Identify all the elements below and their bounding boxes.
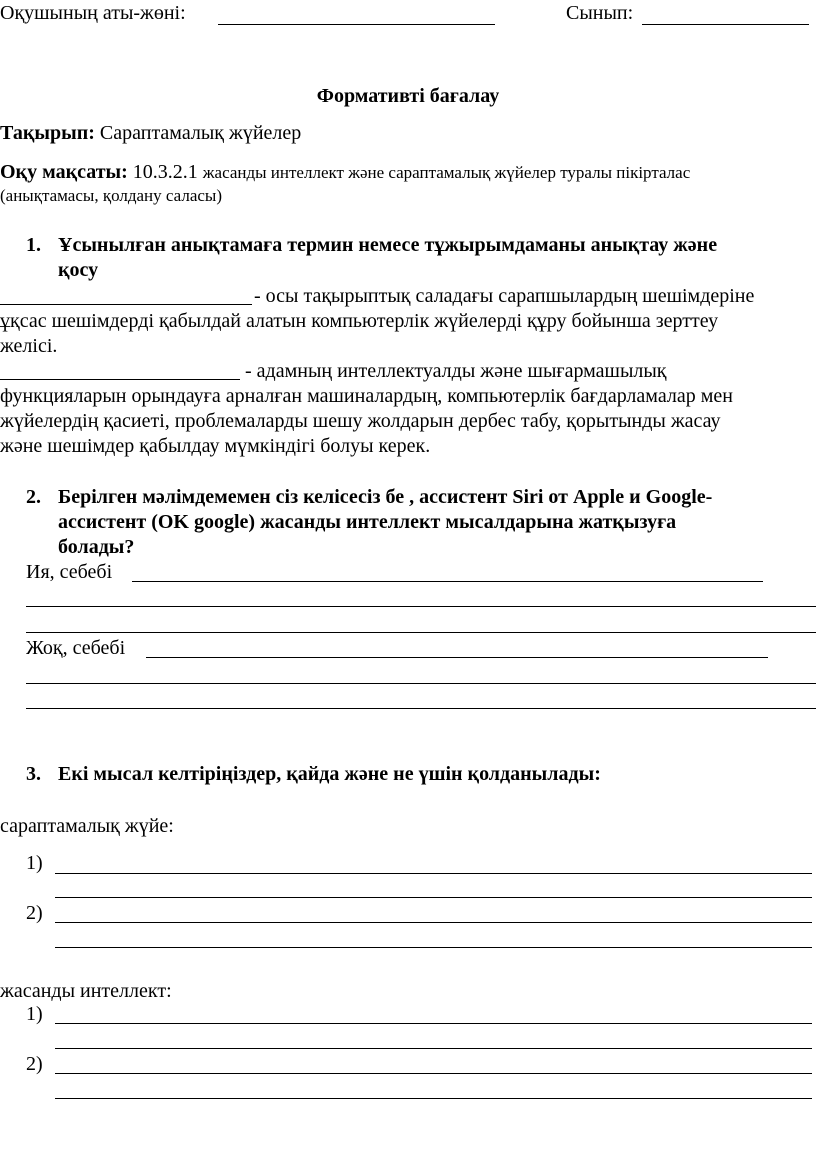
q2-title: Берілген мәлімдемемен сіз келісесіз бе , ассистент Siri от Apple и Google- [58,486,713,508]
q3-s1-answer-line[interactable] [55,947,812,948]
class-label: Сынып: [566,2,634,24]
q2-yes-answer-line[interactable] [26,632,816,633]
objective-label: Оқу мақсаты: [0,161,128,183]
q2-no-label: Жоқ, себебі [26,637,126,659]
q1-def2-line1: - адамның интеллектуалды және шығармашылық [245,360,667,382]
q3-s1-item2-label: 2) [26,902,43,924]
objective-code: 10.3.2.1 [132,161,198,183]
objective-text: жасанды интеллект және сараптамалық жүйелер туралы пікірталас [202,163,691,182]
q3-s2-answer-line[interactable] [55,1023,812,1024]
q3-s2-answer-line[interactable] [55,1098,812,1099]
q3-number: 3. [26,763,41,785]
q2-no-answer-line[interactable] [146,657,768,658]
q1-answer2-blank[interactable] [0,379,240,380]
page-title: Формативті бағалау [316,85,500,107]
q2-title-cont: ассистент (OK google) жасанды интеллект мысалдарына жатқызуға [58,511,677,533]
student-name-label: Оқушының аты-жөні: [0,2,186,24]
topic-line [0,122,301,145]
q1-def1-line3: желісі. [0,335,58,357]
q2-no-answer-line[interactable] [26,683,816,684]
q3-s2-item2-label: 2) [26,1053,43,1075]
topic-label: Тақырып: [0,122,95,144]
student-name-field[interactable] [218,24,495,25]
q3-s1-answer-line[interactable] [55,897,812,898]
q2-yes-label: Ия, себебі [26,561,113,583]
q1-def2-line3: жүйелердің қасиеті, проблемаларды шешу жолдарын дербес табу, қорытынды жасау [0,410,721,432]
q1-title-cont: қосу [58,259,99,281]
q3-s2-item1-label: 1) [26,1003,43,1025]
topic-value: Сараптамалық жүйелер [99,122,302,144]
q3-s1-answer-line[interactable] [55,922,812,923]
q3-s2-answer-line[interactable] [55,1073,812,1074]
q3-section2-label: жасанды интеллект: [0,980,172,1002]
class-field[interactable] [642,24,809,25]
q1-def2-line2: функцияларын орындауға арналған машиналардың, компьютерлік бағдарламалар мен [0,385,733,407]
q2-no-answer-line[interactable] [26,708,816,709]
q3-section1-label: сараптамалық жүйе: [0,815,174,837]
q3-title: Екі мысал келтіріңіздер, қайда және не үшін қолданылады: [58,763,601,785]
q2-number: 2. [26,486,41,508]
q3-s2-answer-line[interactable] [55,1048,812,1049]
q1-def1-line2: ұқсас шешімдерді қабылдай алатын компьютерлік жүйелерді құру бойынша зерттеу [0,310,719,332]
q2-yes-answer-line[interactable] [132,581,763,582]
q3-s1-answer-line[interactable] [55,873,812,874]
q3-s1-item1-label: 1) [26,852,43,874]
q1-def1-line1: - осы тақырыптық саладағы сарапшылардың шешімдеріне [254,285,755,307]
q1-number: 1. [26,234,41,256]
q1-title: Ұсынылған анықтамаға термин немесе тұжырымдаманы анықтау және [58,234,718,256]
q1-def2-line4: және шешімдер қабылдау мүмкіндігі болуы керек. [0,435,431,457]
objective-line [0,161,690,184]
objective-text-cont: (анықтамасы, қолдану саласы) [0,186,222,205]
q2-title-cont2: болады? [58,536,135,558]
q2-yes-answer-line[interactable] [26,606,816,607]
q1-answer1-blank[interactable] [0,304,252,305]
